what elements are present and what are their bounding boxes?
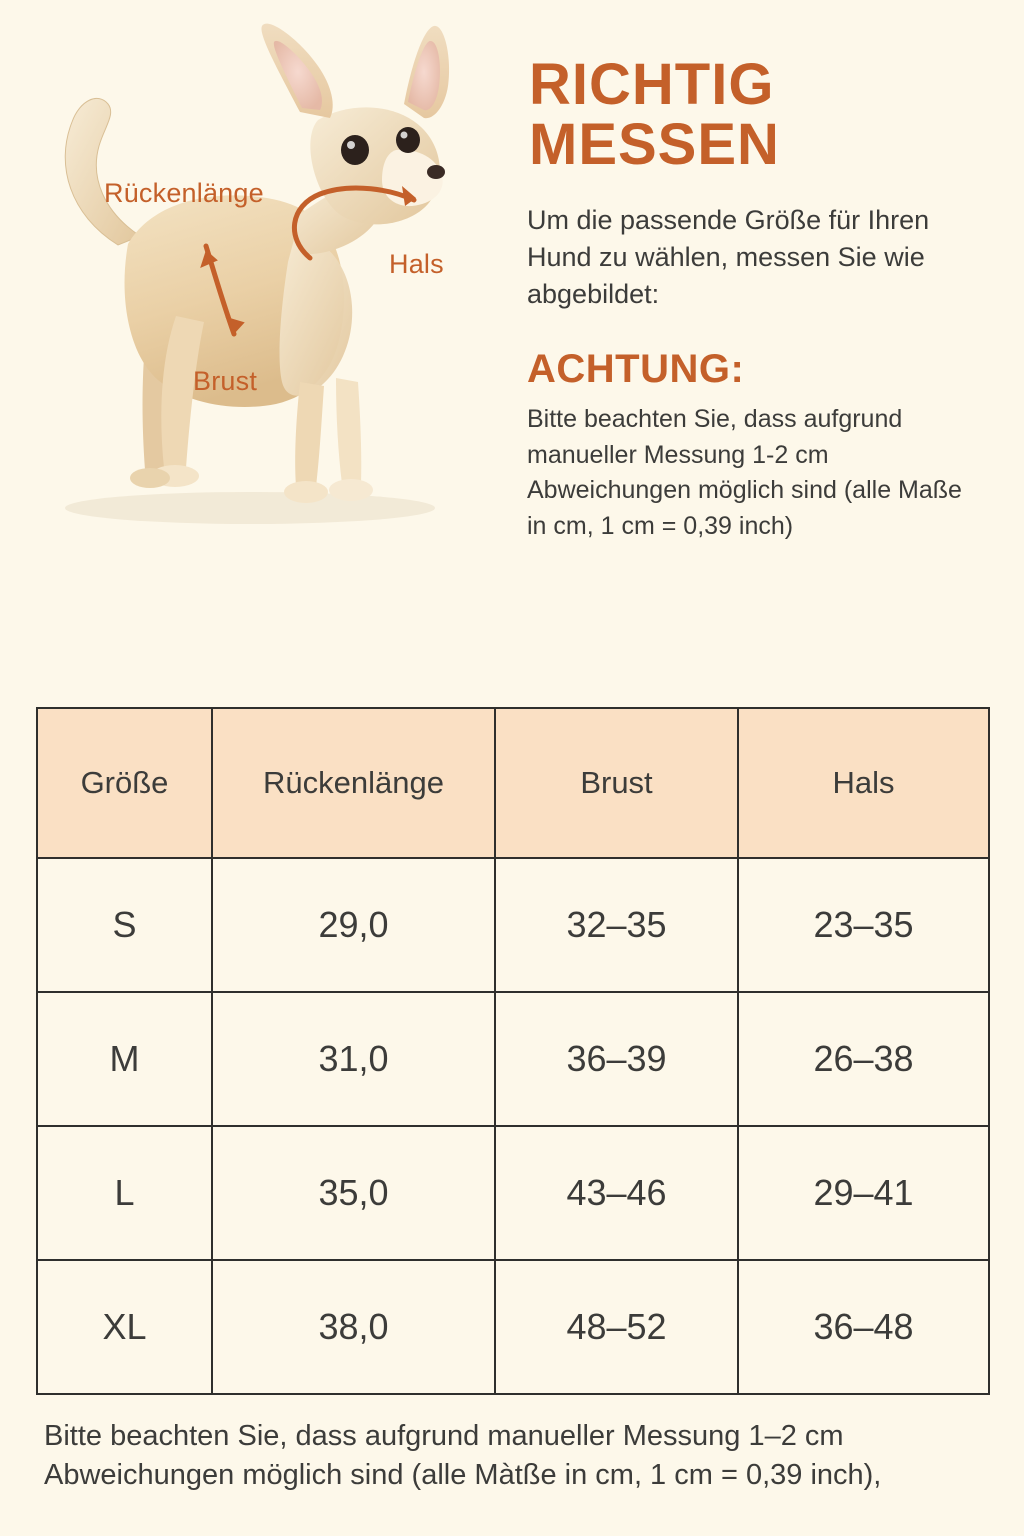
instructions-panel	[500, 0, 1024, 700]
page-title-line2: MESSEN	[529, 112, 780, 178]
cell-chest: 43–46	[495, 1126, 738, 1260]
size-table-wrapper	[36, 707, 988, 1395]
table-row	[37, 1126, 989, 1260]
top-section	[0, 0, 1024, 700]
table-row	[37, 858, 989, 992]
cell-back-length: 29,0	[212, 858, 495, 992]
cell-neck: 29–41	[738, 1126, 989, 1260]
column-header-back-length: Rückenlänge	[212, 708, 495, 858]
cell-chest: 36–39	[495, 992, 738, 1126]
cell-back-length: 38,0	[212, 1260, 495, 1394]
cell-size: XL	[37, 1260, 212, 1394]
label-neck: Hals	[389, 249, 444, 279]
cell-chest: 32–35	[495, 858, 738, 992]
column-header-neck: Hals	[738, 708, 989, 858]
cell-back-length: 35,0	[212, 1126, 495, 1260]
page-title-line1: RICHTIG	[529, 52, 775, 117]
cell-size: S	[37, 858, 212, 992]
table-header-row	[37, 708, 989, 858]
measure-diagram	[0, 0, 500, 700]
cell-neck: 26–38	[738, 992, 989, 1126]
warning-title: ACHTUNG:	[527, 347, 745, 392]
column-header-chest: Brust	[495, 708, 738, 858]
cell-size: M	[37, 992, 212, 1126]
cell-neck: 36–48	[738, 1260, 989, 1394]
column-header-size: Größe	[37, 708, 212, 858]
cell-size: L	[37, 1126, 212, 1260]
cell-chest: 48–52	[495, 1260, 738, 1394]
intro-text: Um die passende Größe für Ihren Hund zu wählen, messen Sie wie abgebildet:	[527, 204, 930, 310]
cell-back-length: 31,0	[212, 992, 495, 1126]
cell-neck: 23–35	[738, 858, 989, 992]
footer-note: Bitte beachten Sie, dass aufgrund manueller Messung 1–2 cm Abweichungen möglich sind (alle Màtße in cm, 1 cm = 0,39 inch),	[44, 1420, 882, 1492]
warning-text: Bitte beachten Sie, dass aufgrund manueller Messung 1-2 cm Abweichungen möglich sind (alle Maße in cm, 1 cm = 0,39 inch)	[527, 405, 962, 540]
table-row	[37, 992, 989, 1126]
label-chest: Brust	[193, 366, 258, 396]
size-table	[36, 707, 990, 1395]
label-back-length: Rückenlänge	[104, 178, 264, 208]
table-row	[37, 1260, 989, 1394]
page-title	[529, 52, 984, 178]
